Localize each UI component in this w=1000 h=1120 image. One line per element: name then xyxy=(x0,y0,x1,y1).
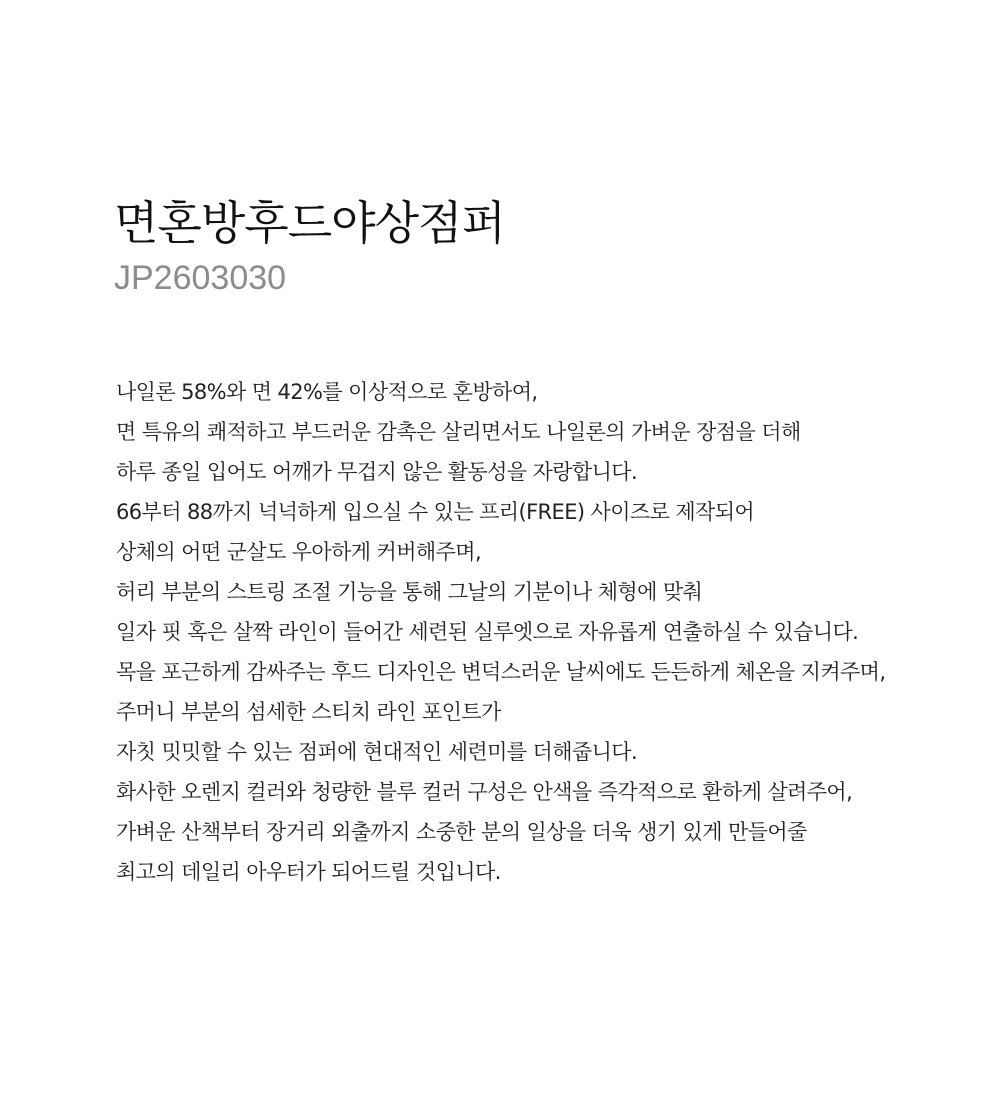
description-line: 나일론 58%와 면 42%를 이상적으로 혼방하여, xyxy=(116,380,538,404)
product-header xyxy=(114,192,974,300)
description-line: 자칫 밋밋할 수 있는 점퍼에 현대적인 세련미를 더해줍니다. xyxy=(116,740,638,764)
description-line: 주머니 부분의 섬세한 스티치 라인 포인트가 xyxy=(116,700,501,724)
description-line: 하루 종일 입어도 어깨가 무겁지 않은 활동성을 자랑합니다. xyxy=(116,460,638,484)
product-title: 면혼방후드야상점퍼 xyxy=(114,196,505,250)
description-line: 상체의 어떤 군살도 우아하게 커버해주며, xyxy=(116,540,482,564)
product-description xyxy=(116,372,996,892)
description-line: 가벼운 산책부터 장거리 외출까지 소중한 분의 일상을 더욱 생기 있게 만들어줄 xyxy=(116,820,807,844)
product-code: JP2603030 xyxy=(114,259,287,297)
description-line: 66부터 88까지 넉넉하게 입으실 수 있는 프리(FREE) 사이즈로 제작되어 xyxy=(116,500,755,524)
description-line: 면 특유의 쾌적하고 부드러운 감촉은 살리면서도 나일론의 가벼운 장점을 더해 xyxy=(116,420,801,444)
description-line: 최고의 데일리 아우터가 되어드릴 것입니다. xyxy=(116,860,501,884)
description-line: 목을 포근하게 감싸주는 후드 디자인은 변덕스러운 날씨에도 든든하게 체온을 지켜주며, xyxy=(116,660,886,684)
description-line: 일자 핏 혹은 살짝 라인이 들어간 세련된 실루엣으로 자유롭게 연출하실 수 있습니다. xyxy=(116,620,859,644)
description-line: 허리 부분의 스트링 조절 기능을 통해 그날의 기분이나 체형에 맞춰 xyxy=(116,580,703,604)
description-line: 화사한 오렌지 컬러와 청량한 블루 컬러 구성은 안색을 즉각적으로 환하게 살려주어, xyxy=(116,780,853,804)
